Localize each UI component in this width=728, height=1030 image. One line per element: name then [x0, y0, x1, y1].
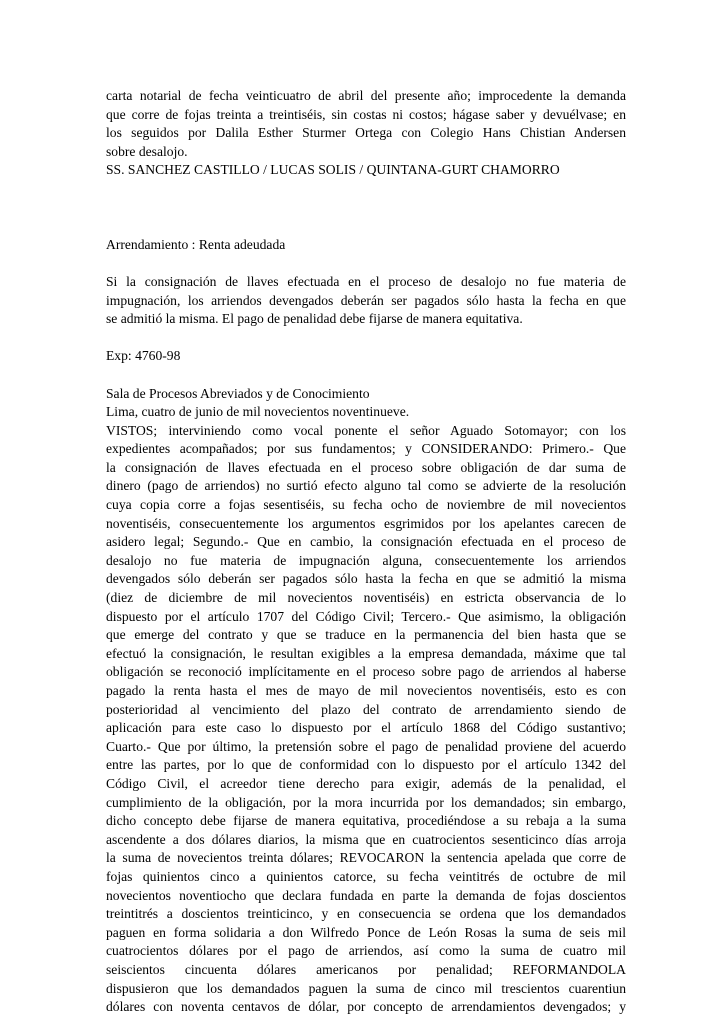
text-line: dispusieron que los demandados paguen la suma de cinco mil trescientos cuarentiun: [106, 980, 626, 996]
text-line: paguen en forma solidaria a don Wilfredo Ponce de León Rosas la suma de seis mil: [106, 924, 626, 940]
expedient-number: Exp: 4760-98: [106, 348, 181, 364]
text-line: posterioridad al vencimiento del plazo del contrato de arrendamiento siendo de: [106, 701, 626, 717]
text-line: efectuó la consignación, le resultan exigibles a la empresa demandada, máxime que tal: [106, 645, 626, 661]
text-line: pagado la renta hasta el mes de mayo de mil novecientos noventiséis, esto es con: [106, 683, 626, 699]
previous-ruling-block: [106, 87, 626, 180]
court-name: Sala de Procesos Abreviados y de Conocimiento: [106, 385, 370, 401]
text-line: carta notarial de fecha veinticuatro de abril del presente año; improcedente la demanda: [106, 88, 626, 103]
text-line: asidero legal; Segundo.- Que en cambio, la consignación efectuada en el proceso de: [106, 534, 626, 550]
text-line: dólares con noventa centavos de dólar, por concepto de arrendamientos devengados; y: [106, 999, 626, 1015]
case-summary: [106, 273, 626, 329]
text-line: seiscientos cincuenta dólares americanos por penalidad; REFORMANDOLA: [106, 961, 626, 977]
text-line: la consignación de llaves efectuada en el proceso sobre obligación de dar suma de: [106, 459, 626, 475]
text-line: VISTOS; interviniendo como vocal ponente el señor Aguado Sotomayor; con los: [106, 422, 626, 438]
text-line: cuya copia corre a fojas sesentiséis, su fecha ocho de noviembre de mil novecientos: [106, 497, 626, 513]
text-line: se admitió la misma. El pago de penalidad debe fijarse de manera equitativa.: [106, 311, 523, 327]
section-heading: Arrendamiento : Renta adeudada: [106, 236, 286, 252]
text-line: la suma de novecientos treinta dólares; REVOCARON la sentencia apelada que corre de: [106, 850, 626, 866]
text-line: devengados sólo deberán ser pagados sólo hasta la fecha en que se admitió la misma: [106, 571, 626, 587]
text-line: treintitrés a doscientos treinticinco, y en consecuencia se ordena que los demandados: [106, 906, 626, 922]
text-line: ascendente a dos dólares diarios, la misma que en cuatrocientos sesenticinco días arroja: [106, 831, 626, 847]
text-line: que corre de fojas treinta a treintiséis, sin costas ni costos; hágase saber y devuélvase; en: [106, 106, 626, 122]
text-line: (diez de diciembre de mil novecientos noventiséis) en estricta observancia de lo: [106, 590, 626, 606]
text-line: desalojo no fue materia de impugnación alguna, consecuentemente los arriendos: [106, 552, 626, 568]
text-line: entre las partes, por lo que de conformidad con lo dispuesto por el artículo 1342 del: [106, 757, 626, 773]
text-line: dispuesto por el artículo 1707 del Código Civil; Tercero.- Que asimismo, la obligación: [106, 608, 626, 624]
text-line: dicho concepto debe fijarse de manera equitativa, procediéndose a su rebaja a la suma: [106, 813, 626, 829]
text-line: los seguidos por Dalila Esther Sturmer Ortega con Colegio Hans Chistian Andersen: [106, 125, 626, 141]
text-line: Si la consignación de llaves efectuada en el proceso de desalojo no fue materia de: [106, 273, 626, 289]
text-line: cumplimiento de la obligación, por la mora incurrida por los demandados; sin embargo,: [106, 794, 626, 810]
document-page: [106, 87, 626, 1017]
text-line: Cuarto.- Que por último, la pretensión sobre el pago de penalidad proviene del acuerdo: [106, 738, 626, 754]
text-line: novecientos noventiocho que declara fundada en parte la demanda de fojas doscientos: [106, 887, 626, 903]
text-line: noventiséis, consecuentemente los argumentos esgrimidos por los apelantes carecen de: [106, 515, 626, 531]
judges-signature-line: SS. SANCHEZ CASTILLO / LUCAS SOLIS / QUINTANA-GURT CHAMORRO: [106, 162, 560, 178]
text-line: que emerge del contrato y que se traduce en la permanencia del bien hasta que se: [106, 627, 626, 643]
text-line: impugnación, los arriendos devengados deberán ser pagados sólo hasta la fecha en que: [106, 292, 626, 308]
text-line: expedientes acompañados; por sus fundamentos; y CONSIDERANDO: Primero.- Que: [106, 441, 626, 457]
text-line: fojas quinientos cinco a quinientos catorce, su fecha veintitrés de octubre de mil: [106, 868, 626, 884]
text-line: obligación se reconoció implícitamente en el proceso sobre pago de arriendos al haberse: [106, 664, 626, 680]
text-line: aplicación para este caso lo dispuesto por el artículo 1868 del Código sustantivo;: [106, 720, 626, 736]
text-line: dinero (pago de arriendos) no surtió efecto alguno tal como se advierte de la resolución: [106, 478, 626, 494]
text-line: cuatrocientos dólares por el pago de arriendos, así como la suma de cuatro mil: [106, 943, 626, 959]
text-line: Código Civil, el acreedor tiene derecho para exigir, además de la penalidad, el: [106, 775, 626, 791]
ruling-body: [106, 385, 626, 1017]
text-line: sobre desalojo.: [106, 143, 188, 159]
date-line: Lima, cuatro de junio de mil novecientos noventinueve.: [106, 404, 410, 420]
